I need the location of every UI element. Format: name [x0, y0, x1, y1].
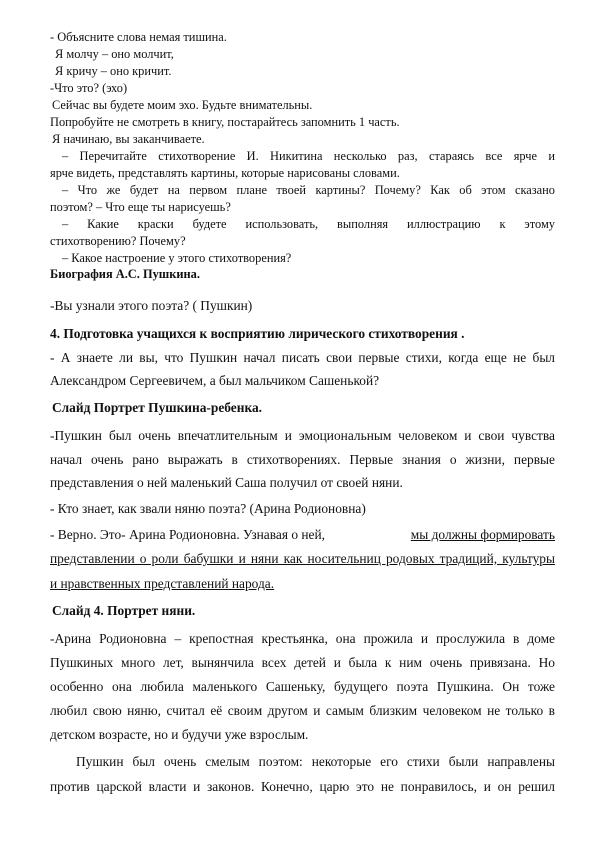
text-line: - Объясните слова немая тишина. [50, 30, 227, 44]
text-line: начал очень рано выражать в стихотворениях. Первые знания о жизни, первые [50, 452, 555, 467]
poem-line: Я кричу – оно кричит. [55, 64, 172, 78]
text-line: представления о ней маленький Саша получил от своей няни. [50, 475, 403, 490]
text-line: -Вы узнали этого поэта? ( Пушкин) [50, 298, 253, 313]
text-line: - Кто знает, как звали няню поэта? (Арина Родионовна) [50, 501, 366, 516]
text-line [50, 527, 555, 543]
text-line: Сейчас вы будете моим эхо. Будьте внимательны. [52, 98, 313, 112]
text-line: ярче видеть, представлять картины, которые нарисованы словами. [50, 166, 400, 180]
text-line: – Что же будет на первом плане твоей картины? Почему? Как об этом сказано [62, 183, 555, 197]
text-line: особенно она любила маленького Сашеньку, будущего поэта Пушкина. Он тоже [50, 679, 555, 694]
text-line: детском возрасте, но и будучи уже взрослым. [50, 727, 309, 742]
text-line: – Перечитайте стихотворение И. Никитина несколько раз, стараясь все ярче и [62, 149, 555, 163]
text-line: – Какие краски будете использовать, выполняя иллюстрацию к этому [62, 217, 555, 231]
text-line: Я начинаю, вы заканчиваете. [52, 132, 205, 146]
text-line: -Пушкин был очень впечатлительным и эмоциональным человеком и свои чувства [50, 428, 555, 443]
section-heading: 4. Подготовка учащихся к восприятию лирического стихотворения . [50, 326, 465, 341]
text-line: -Что это? (эхо) [50, 81, 128, 95]
underlined-line: представлении о роли бабушки и няни как носительниц родовых традиций, культуры [50, 551, 555, 566]
text-segment: - Верно. Это- Арина Родионовна. Узнавая о ней, [50, 527, 325, 542]
underlined-line: и нравственных представлений народа. [50, 576, 275, 591]
text-line: любил свою няню, считал её своим другом и самым близким человеком не только в [50, 703, 555, 718]
text-line: Александром Сергеевичем, а был мальчиком Сашенькой? [50, 373, 380, 388]
text-line: - А знаете ли вы, что Пушкин начал писать свои первые стихи, когда еще не был [50, 350, 555, 365]
text-line: Пушкин был очень смелым поэтом: некоторые его стихи были направлены [76, 754, 555, 769]
text-line: против царской власти и законов. Конечно, царю это не понравилось, и он решил [50, 779, 555, 794]
section-heading: Биография А.С. Пушкина. [50, 267, 200, 281]
text-line: поэтом? – Что еще ты нарисуешь? [50, 200, 231, 214]
text-line: Попробуйте не смотреть в книгу, постарайтесь запомнить 1 часть. [50, 115, 400, 129]
text-line: -Арина Родионовна – крепостная крестьянка, она прожила и прослужила в доме [50, 631, 555, 646]
poem-line: Я молчу – оно молчит, [55, 47, 174, 61]
text-line: – Какое настроение у этого стихотворения? [62, 251, 292, 265]
section-heading: Слайд Портрет Пушкина-ребенка. [52, 400, 262, 415]
underlined-segment: мы должны формировать [410, 527, 555, 542]
text-line: стихотворению? Почему? [50, 234, 186, 248]
section-heading: Слайд 4. Портрет няни. [52, 603, 196, 618]
text-line: Пушкиных много лет, вынянчила всех детей и была к ним очень привязана. Но [50, 655, 555, 670]
